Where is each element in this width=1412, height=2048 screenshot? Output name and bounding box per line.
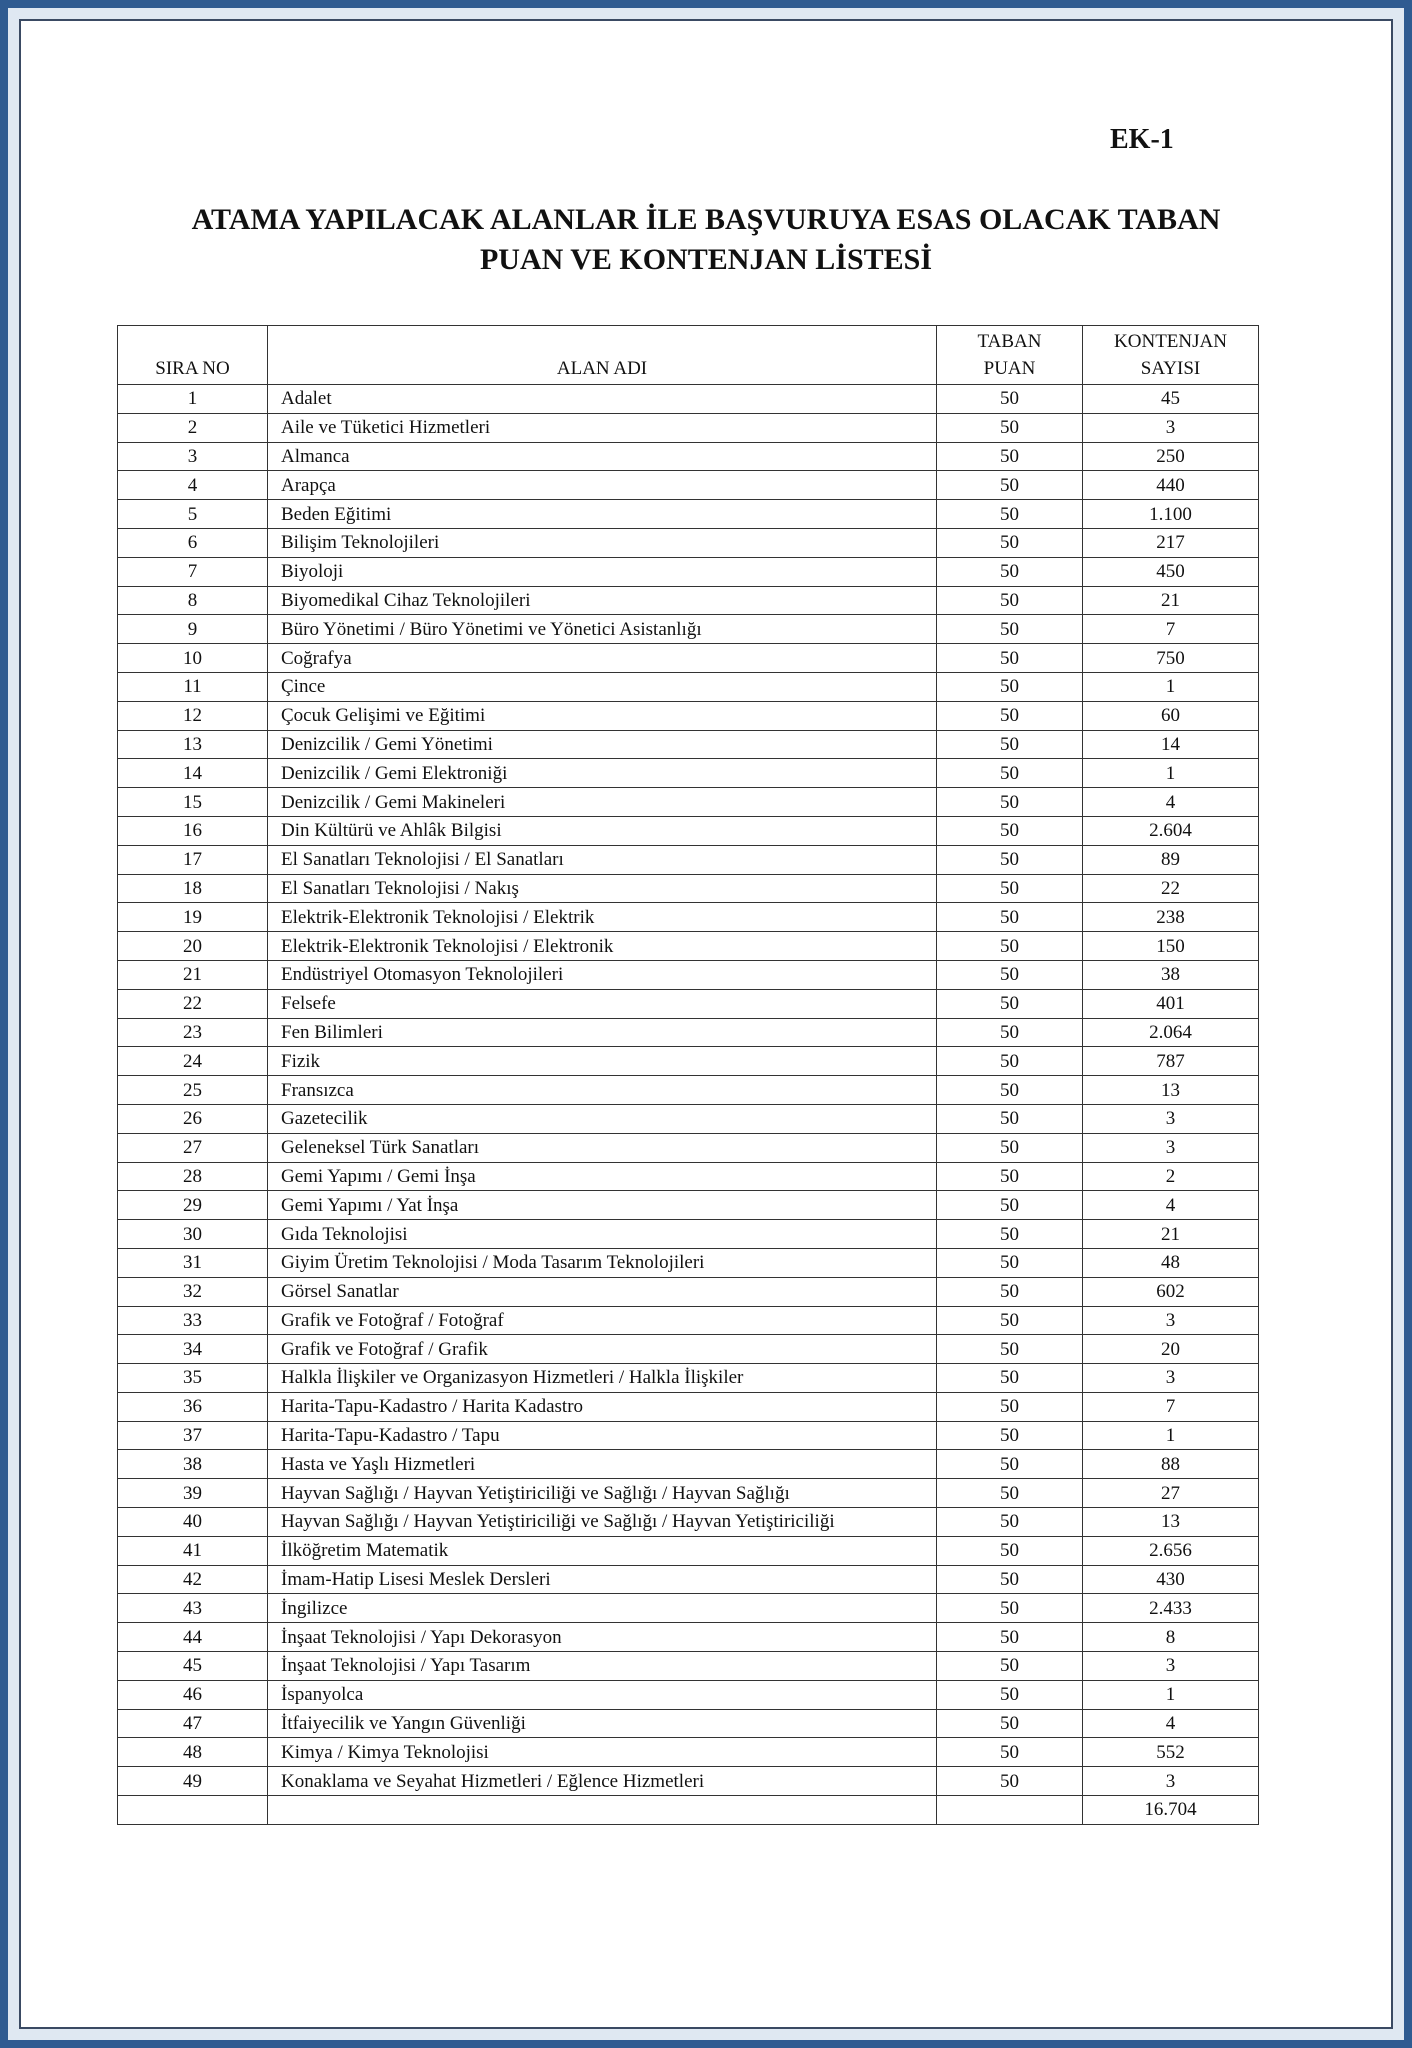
cell-sira-no: 24 <box>118 1047 268 1076</box>
cell-taban-puan: 50 <box>937 932 1083 961</box>
cell-sira-no: 10 <box>118 644 268 673</box>
table-row <box>118 1536 1259 1565</box>
table-row <box>118 471 1259 500</box>
cell-taban-puan: 50 <box>937 413 1083 442</box>
table-row <box>118 1738 1259 1767</box>
cell-kontenjan: 3 <box>1083 1364 1259 1393</box>
cell-alan-adi: Endüstriyel Otomasyon Teknolojileri <box>268 960 937 989</box>
cell-taban-puan: 50 <box>937 672 1083 701</box>
cell-kontenjan: 2.656 <box>1083 1536 1259 1565</box>
cell-kontenjan: 1.100 <box>1083 500 1259 529</box>
cell-alan-adi: Denizcilik / Gemi Yönetimi <box>268 730 937 759</box>
cell-taban-puan: 50 <box>937 903 1083 932</box>
cell-taban-puan: 50 <box>937 385 1083 414</box>
cell-kontenjan: 13 <box>1083 1508 1259 1537</box>
cell-sira-no: 3 <box>118 442 268 471</box>
cell-sira-no: 8 <box>118 586 268 615</box>
cell-alan-adi: İmam-Hatip Lisesi Meslek Dersleri <box>268 1565 937 1594</box>
cell-sira-no: 17 <box>118 845 268 874</box>
table-row <box>118 1076 1259 1105</box>
cell-sira-no: 45 <box>118 1652 268 1681</box>
header-taban-puan <box>937 326 1083 385</box>
cell-alan-adi: Hayvan Sağlığı / Hayvan Yetiştiriciliği ve Sağlığı / Hayvan Sağlığı <box>268 1479 937 1508</box>
document-title-line2: PUAN VE KONTENJAN LİSTESİ <box>479 243 933 276</box>
cell-sira-no: 37 <box>118 1421 268 1450</box>
total-alan-adi <box>268 1796 937 1825</box>
cell-taban-puan: 50 <box>937 1652 1083 1681</box>
table-row <box>118 1392 1259 1421</box>
cell-kontenjan: 430 <box>1083 1565 1259 1594</box>
cell-taban-puan: 50 <box>937 1536 1083 1565</box>
cell-sira-no: 40 <box>118 1508 268 1537</box>
cell-kontenjan: 3 <box>1083 1104 1259 1133</box>
table-row <box>118 528 1259 557</box>
total-taban-puan <box>937 1796 1083 1825</box>
cell-alan-adi: Adalet <box>268 385 937 414</box>
cell-sira-no: 38 <box>118 1450 268 1479</box>
cell-taban-puan: 50 <box>937 1392 1083 1421</box>
table-row <box>118 586 1259 615</box>
header-alan-adi: ALAN ADI <box>268 326 937 385</box>
table-row <box>118 960 1259 989</box>
cell-taban-puan: 50 <box>937 586 1083 615</box>
cell-alan-adi: İngilizce <box>268 1594 937 1623</box>
table-row <box>118 1594 1259 1623</box>
cell-alan-adi: El Sanatları Teknolojisi / Nakış <box>268 874 937 903</box>
cell-taban-puan: 50 <box>937 960 1083 989</box>
cell-taban-puan: 50 <box>937 1565 1083 1594</box>
cell-sira-no: 48 <box>118 1738 268 1767</box>
table-row <box>118 1191 1259 1220</box>
cell-taban-puan: 50 <box>937 1047 1083 1076</box>
cell-taban-puan: 50 <box>937 1306 1083 1335</box>
table-row <box>118 1248 1259 1277</box>
table-row <box>118 788 1259 817</box>
cell-taban-puan: 50 <box>937 1076 1083 1105</box>
cell-taban-puan: 50 <box>937 1623 1083 1652</box>
cell-kontenjan: 20 <box>1083 1335 1259 1364</box>
cell-kontenjan: 238 <box>1083 903 1259 932</box>
cell-kontenjan: 48 <box>1083 1248 1259 1277</box>
cell-kontenjan: 401 <box>1083 989 1259 1018</box>
cell-alan-adi: Felsefe <box>268 989 937 1018</box>
cell-alan-adi: Hasta ve Yaşlı Hizmetleri <box>268 1450 937 1479</box>
cell-sira-no: 19 <box>118 903 268 932</box>
cell-kontenjan: 88 <box>1083 1450 1259 1479</box>
table-row <box>118 1364 1259 1393</box>
cell-alan-adi: Fen Bilimleri <box>268 1018 937 1047</box>
cell-sira-no: 11 <box>118 672 268 701</box>
cell-kontenjan: 602 <box>1083 1277 1259 1306</box>
table-row <box>118 1479 1259 1508</box>
cell-kontenjan: 45 <box>1083 385 1259 414</box>
cell-kontenjan: 3 <box>1083 1306 1259 1335</box>
cell-kontenjan: 440 <box>1083 471 1259 500</box>
cell-kontenjan: 1 <box>1083 672 1259 701</box>
cell-sira-no: 29 <box>118 1191 268 1220</box>
cell-kontenjan: 22 <box>1083 874 1259 903</box>
cell-taban-puan: 50 <box>937 759 1083 788</box>
cell-sira-no: 30 <box>118 1220 268 1249</box>
table-row <box>118 1565 1259 1594</box>
cell-sira-no: 13 <box>118 730 268 759</box>
cell-alan-adi: Bilişim Teknolojileri <box>268 528 937 557</box>
cell-alan-adi: Giyim Üretim Teknolojisi / Moda Tasarım Teknolojileri <box>268 1248 937 1277</box>
table-row <box>118 1508 1259 1537</box>
header-taban-puan-line2: PUAN <box>983 358 1036 379</box>
cell-sira-no: 9 <box>118 615 268 644</box>
table-row <box>118 1335 1259 1364</box>
cell-kontenjan: 2.064 <box>1083 1018 1259 1047</box>
cell-kontenjan: 1 <box>1083 1680 1259 1709</box>
cell-taban-puan: 50 <box>937 730 1083 759</box>
cell-taban-puan: 50 <box>937 1738 1083 1767</box>
table-row <box>118 500 1259 529</box>
quota-table <box>117 325 1259 1825</box>
cell-sira-no: 31 <box>118 1248 268 1277</box>
header-kontenjan <box>1083 326 1259 385</box>
cell-taban-puan: 50 <box>937 557 1083 586</box>
cell-alan-adi: Biyoloji <box>268 557 937 586</box>
table-row <box>118 730 1259 759</box>
cell-sira-no: 32 <box>118 1277 268 1306</box>
table-row <box>118 1047 1259 1076</box>
cell-sira-no: 26 <box>118 1104 268 1133</box>
cell-sira-no: 47 <box>118 1709 268 1738</box>
cell-taban-puan: 50 <box>937 816 1083 845</box>
cell-alan-adi: Geleneksel Türk Sanatları <box>268 1133 937 1162</box>
cell-taban-puan: 50 <box>937 1133 1083 1162</box>
cell-kontenjan: 7 <box>1083 1392 1259 1421</box>
cell-sira-no: 23 <box>118 1018 268 1047</box>
cell-alan-adi: Elektrik-Elektronik Teknolojisi / Elektronik <box>268 932 937 961</box>
cell-taban-puan: 50 <box>937 500 1083 529</box>
cell-sira-no: 16 <box>118 816 268 845</box>
cell-kontenjan: 7 <box>1083 615 1259 644</box>
cell-alan-adi: Almanca <box>268 442 937 471</box>
cell-taban-puan: 50 <box>937 615 1083 644</box>
cell-sira-no: 7 <box>118 557 268 586</box>
cell-taban-puan: 50 <box>937 1018 1083 1047</box>
cell-taban-puan: 50 <box>937 1104 1083 1133</box>
table-row <box>118 1018 1259 1047</box>
cell-kontenjan: 1 <box>1083 1421 1259 1450</box>
cell-alan-adi: Konaklama ve Seyahat Hizmetleri / Eğlence Hizmetleri <box>268 1767 937 1796</box>
cell-alan-adi: Aile ve Tüketici Hizmetleri <box>268 413 937 442</box>
cell-taban-puan: 50 <box>937 1680 1083 1709</box>
cell-taban-puan: 50 <box>937 1508 1083 1537</box>
cell-sira-no: 1 <box>118 385 268 414</box>
cell-kontenjan: 2.433 <box>1083 1594 1259 1623</box>
cell-kontenjan: 2 <box>1083 1162 1259 1191</box>
header-sira-no: SIRA NO <box>118 326 268 385</box>
table-row <box>118 1680 1259 1709</box>
total-kontenjan: 16.704 <box>1083 1796 1259 1825</box>
cell-kontenjan: 4 <box>1083 788 1259 817</box>
cell-alan-adi: Gıda Teknolojisi <box>268 1220 937 1249</box>
cell-taban-puan: 50 <box>937 1191 1083 1220</box>
cell-taban-puan: 50 <box>937 845 1083 874</box>
table-row <box>118 701 1259 730</box>
cell-kontenjan: 787 <box>1083 1047 1259 1076</box>
cell-taban-puan: 50 <box>937 1335 1083 1364</box>
table-row <box>118 672 1259 701</box>
cell-sira-no: 20 <box>118 932 268 961</box>
cell-alan-adi: Denizcilik / Gemi Elektroniği <box>268 759 937 788</box>
cell-taban-puan: 50 <box>937 471 1083 500</box>
cell-sira-no: 18 <box>118 874 268 903</box>
table-row <box>118 442 1259 471</box>
cell-taban-puan: 50 <box>937 1364 1083 1393</box>
cell-kontenjan: 150 <box>1083 932 1259 961</box>
cell-taban-puan: 50 <box>937 1767 1083 1796</box>
cell-sira-no: 2 <box>118 413 268 442</box>
cell-alan-adi: Görsel Sanatlar <box>268 1277 937 1306</box>
cell-taban-puan: 50 <box>937 1594 1083 1623</box>
cell-sira-no: 15 <box>118 788 268 817</box>
cell-alan-adi: Grafik ve Fotoğraf / Grafik <box>268 1335 937 1364</box>
total-row <box>118 1796 1259 1825</box>
table-row <box>118 1421 1259 1450</box>
cell-alan-adi: El Sanatları Teknolojisi / El Sanatları <box>268 845 937 874</box>
annex-label: EK-1 <box>1110 124 1174 155</box>
cell-kontenjan: 552 <box>1083 1738 1259 1767</box>
cell-taban-puan: 50 <box>937 1421 1083 1450</box>
cell-alan-adi: Çince <box>268 672 937 701</box>
table-row <box>118 874 1259 903</box>
cell-sira-no: 42 <box>118 1565 268 1594</box>
cell-sira-no: 39 <box>118 1479 268 1508</box>
cell-alan-adi: Denizcilik / Gemi Makineleri <box>268 788 937 817</box>
table-row <box>118 615 1259 644</box>
table-row <box>118 1450 1259 1479</box>
cell-sira-no: 36 <box>118 1392 268 1421</box>
cell-kontenjan: 60 <box>1083 701 1259 730</box>
cell-kontenjan: 250 <box>1083 442 1259 471</box>
cell-sira-no: 25 <box>118 1076 268 1105</box>
cell-kontenjan: 21 <box>1083 1220 1259 1249</box>
cell-kontenjan: 2.604 <box>1083 816 1259 845</box>
table-row <box>118 759 1259 788</box>
cell-kontenjan: 4 <box>1083 1709 1259 1738</box>
table-row <box>118 1623 1259 1652</box>
cell-alan-adi: Arapça <box>268 471 937 500</box>
table-row <box>118 1277 1259 1306</box>
cell-kontenjan: 450 <box>1083 557 1259 586</box>
table-body <box>118 385 1259 1825</box>
cell-taban-puan: 50 <box>937 1277 1083 1306</box>
cell-taban-puan: 50 <box>937 1479 1083 1508</box>
cell-sira-no: 22 <box>118 989 268 1018</box>
table-row <box>118 989 1259 1018</box>
table-row <box>118 1652 1259 1681</box>
cell-sira-no: 33 <box>118 1306 268 1335</box>
cell-sira-no: 12 <box>118 701 268 730</box>
cell-sira-no: 35 <box>118 1364 268 1393</box>
table-row <box>118 816 1259 845</box>
cell-alan-adi: Din Kültürü ve Ahlâk Bilgisi <box>268 816 937 845</box>
table-row <box>118 1162 1259 1191</box>
cell-kontenjan: 1 <box>1083 759 1259 788</box>
cell-alan-adi: İtfaiyecilik ve Yangın Güvenliği <box>268 1709 937 1738</box>
cell-sira-no: 27 <box>118 1133 268 1162</box>
cell-taban-puan: 50 <box>937 1248 1083 1277</box>
header-taban-puan-line1: TABAN <box>977 331 1042 352</box>
cell-alan-adi: İnşaat Teknolojisi / Yapı Dekorasyon <box>268 1623 937 1652</box>
cell-taban-puan: 50 <box>937 1162 1083 1191</box>
total-sira-no <box>118 1796 268 1825</box>
cell-alan-adi: Elektrik-Elektronik Teknolojisi / Elektrik <box>268 903 937 932</box>
cell-sira-no: 46 <box>118 1680 268 1709</box>
cell-sira-no: 6 <box>118 528 268 557</box>
table-row <box>118 557 1259 586</box>
cell-kontenjan: 3 <box>1083 1133 1259 1162</box>
cell-kontenjan: 4 <box>1083 1191 1259 1220</box>
cell-alan-adi: Beden Eğitimi <box>268 500 937 529</box>
cell-alan-adi: Hayvan Sağlığı / Hayvan Yetiştiriciliği ve Sağlığı / Hayvan Yetiştiriciliği <box>268 1508 937 1537</box>
cell-sira-no: 28 <box>118 1162 268 1191</box>
table-row <box>118 903 1259 932</box>
cell-sira-no: 5 <box>118 500 268 529</box>
table-row <box>118 845 1259 874</box>
cell-kontenjan: 14 <box>1083 730 1259 759</box>
cell-sira-no: 44 <box>118 1623 268 1652</box>
document-title-line1: ATAMA YAPILACAK ALANLAR İLE BAŞVURUYA ESAS OLACAK TABAN <box>191 203 1221 236</box>
cell-kontenjan: 89 <box>1083 845 1259 874</box>
cell-taban-puan: 50 <box>937 701 1083 730</box>
cell-sira-no: 34 <box>118 1335 268 1364</box>
cell-kontenjan: 3 <box>1083 413 1259 442</box>
cell-taban-puan: 50 <box>937 1220 1083 1249</box>
cell-kontenjan: 13 <box>1083 1076 1259 1105</box>
table-row <box>118 1133 1259 1162</box>
cell-kontenjan: 27 <box>1083 1479 1259 1508</box>
cell-kontenjan: 3 <box>1083 1652 1259 1681</box>
table-row <box>118 644 1259 673</box>
cell-taban-puan: 50 <box>937 442 1083 471</box>
cell-taban-puan: 50 <box>937 874 1083 903</box>
cell-taban-puan: 50 <box>937 644 1083 673</box>
cell-alan-adi: Fizik <box>268 1047 937 1076</box>
cell-alan-adi: Fransızca <box>268 1076 937 1105</box>
header-row <box>118 326 1259 385</box>
table-row <box>118 1220 1259 1249</box>
cell-alan-adi: Coğrafya <box>268 644 937 673</box>
cell-sira-no: 49 <box>118 1767 268 1796</box>
cell-kontenjan: 750 <box>1083 644 1259 673</box>
cell-sira-no: 14 <box>118 759 268 788</box>
cell-alan-adi: Kimya / Kimya Teknolojisi <box>268 1738 937 1767</box>
cell-alan-adi: Halkla İlişkiler ve Organizasyon Hizmetleri / Halkla İlişkiler <box>268 1364 937 1393</box>
table-row <box>118 1709 1259 1738</box>
cell-sira-no: 21 <box>118 960 268 989</box>
table-row <box>118 1306 1259 1335</box>
cell-taban-puan: 50 <box>937 1450 1083 1479</box>
cell-sira-no: 41 <box>118 1536 268 1565</box>
cell-sira-no: 4 <box>118 471 268 500</box>
cell-taban-puan: 50 <box>937 1709 1083 1738</box>
cell-kontenjan: 38 <box>1083 960 1259 989</box>
cell-kontenjan: 8 <box>1083 1623 1259 1652</box>
cell-alan-adi: İnşaat Teknolojisi / Yapı Tasarım <box>268 1652 937 1681</box>
cell-alan-adi: Büro Yönetimi / Büro Yönetimi ve Yönetici Asistanlığı <box>268 615 937 644</box>
cell-alan-adi: Biyomedikal Cihaz Teknolojileri <box>268 586 937 615</box>
header-kontenjan-line2: SAYISI <box>1140 358 1201 379</box>
cell-alan-adi: Gazetecilik <box>268 1104 937 1133</box>
table-row <box>118 385 1259 414</box>
cell-sira-no: 43 <box>118 1594 268 1623</box>
cell-alan-adi: Gemi Yapımı / Yat İnşa <box>268 1191 937 1220</box>
header-kontenjan-line1: KONTENJAN <box>1114 331 1227 352</box>
cell-alan-adi: Grafik ve Fotoğraf / Fotoğraf <box>268 1306 937 1335</box>
table-row <box>118 1104 1259 1133</box>
cell-kontenjan: 217 <box>1083 528 1259 557</box>
cell-alan-adi: Çocuk Gelişimi ve Eğitimi <box>268 701 937 730</box>
cell-taban-puan: 50 <box>937 989 1083 1018</box>
cell-alan-adi: İspanyolca <box>268 1680 937 1709</box>
cell-taban-puan: 50 <box>937 788 1083 817</box>
cell-taban-puan: 50 <box>937 528 1083 557</box>
cell-alan-adi: Harita-Tapu-Kadastro / Harita Kadastro <box>268 1392 937 1421</box>
table-row <box>118 932 1259 961</box>
cell-kontenjan: 21 <box>1083 586 1259 615</box>
table-row <box>118 413 1259 442</box>
cell-alan-adi: İlköğretim Matematik <box>268 1536 937 1565</box>
cell-kontenjan: 3 <box>1083 1767 1259 1796</box>
cell-alan-adi: Gemi Yapımı / Gemi İnşa <box>268 1162 937 1191</box>
table-row <box>118 1767 1259 1796</box>
cell-alan-adi: Harita-Tapu-Kadastro / Tapu <box>268 1421 937 1450</box>
